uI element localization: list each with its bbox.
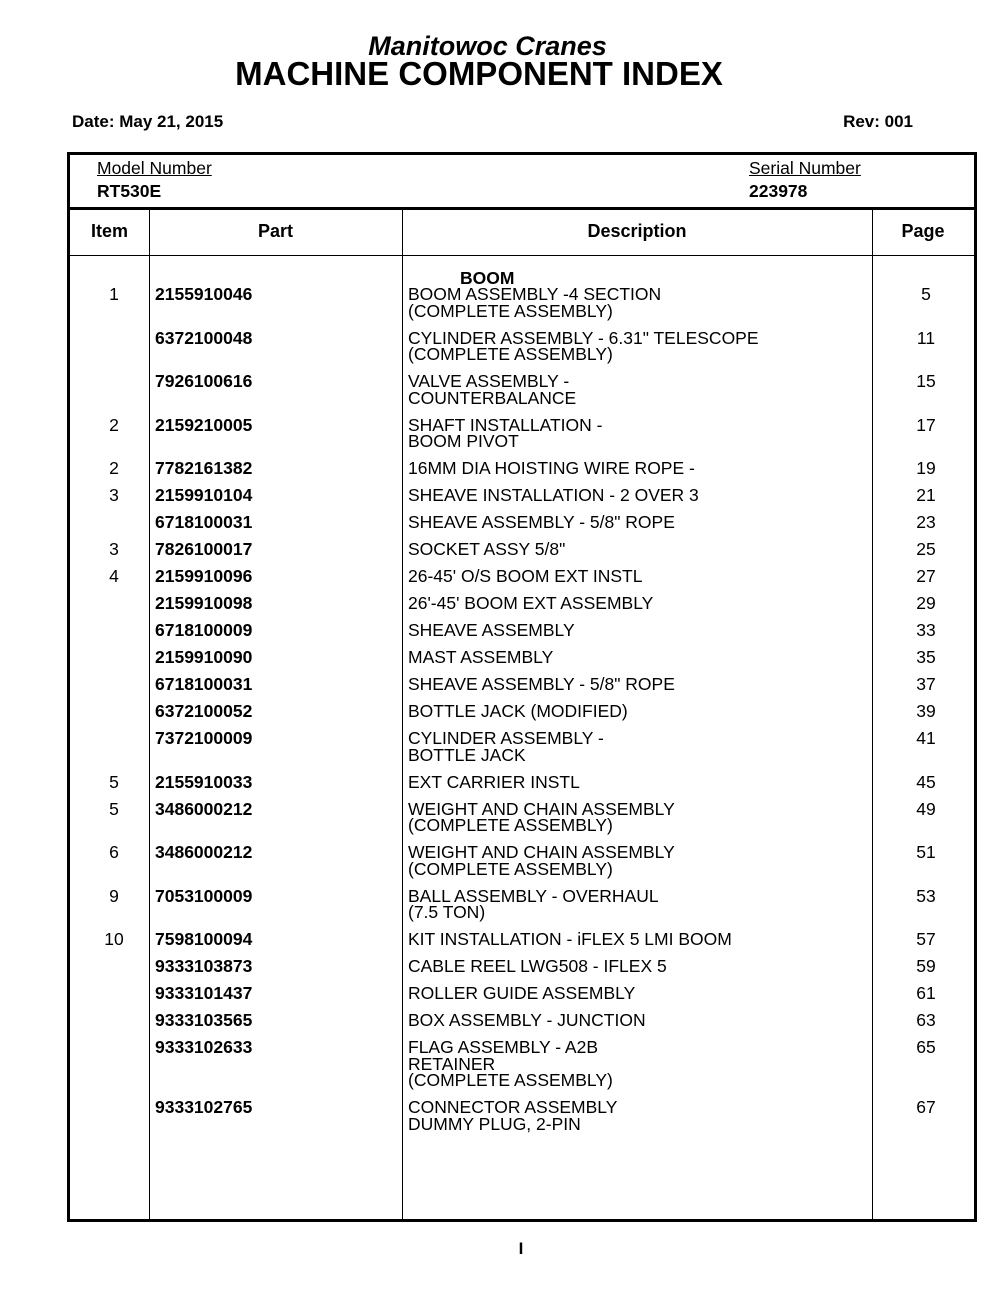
description-line: SHEAVE ASSEMBLY <box>408 620 575 640</box>
table-row <box>70 649 974 676</box>
description-line: SHEAVE ASSEMBLY - 5/8" ROPE <box>408 674 675 694</box>
item-number: 9 <box>109 885 119 906</box>
model-number-value: RT530E <box>97 181 162 201</box>
model-number-label: Model Number <box>97 158 212 178</box>
page-reference: 21 <box>916 485 936 505</box>
part-description <box>408 931 868 948</box>
description-line: CYLINDER ASSEMBLY - 6.31" TELESCOPE <box>408 327 759 348</box>
table-row <box>70 703 974 730</box>
description-line: (COMPLETE ASSEMBLY) <box>408 858 613 879</box>
serial-number-value: 223978 <box>749 181 808 201</box>
part-description <box>408 885 868 922</box>
serial-number-label: Serial Number <box>749 158 861 178</box>
page-reference: 49 <box>916 798 936 819</box>
part-description <box>408 373 868 406</box>
item-number: 6 <box>109 842 119 862</box>
description-line: (7.5 TON) <box>408 902 486 922</box>
part-number: 2159210005 <box>155 414 253 435</box>
description-line: KIT INSTALLATION - iFLEX 5 LMI BOOM <box>408 929 732 949</box>
company-name: Manitowoc Cranes <box>368 31 607 61</box>
table-row <box>70 286 974 330</box>
part-description <box>408 985 868 1002</box>
page-reference: 17 <box>916 414 936 435</box>
table-row <box>70 730 974 774</box>
description-line: SOCKET ASSY 5/8" <box>408 539 566 559</box>
description-line: 26'-45' BOOM EXT ASSEMBLY <box>408 593 654 613</box>
table-row <box>70 1039 974 1099</box>
table-row <box>70 414 974 461</box>
part-number: 6718100031 <box>155 512 253 532</box>
part-description <box>408 703 868 720</box>
table-row <box>70 771 974 801</box>
part-description <box>408 1099 868 1132</box>
part-number: 7782161382 <box>155 458 253 478</box>
section-title: BOOM <box>460 268 515 288</box>
page-reference: 27 <box>916 566 936 586</box>
part-number: 3486000212 <box>155 842 253 862</box>
part-description <box>408 798 868 835</box>
table-row <box>70 885 974 932</box>
item-number: 1 <box>109 284 119 304</box>
table-row <box>70 844 974 888</box>
part-number: 9333103565 <box>155 1010 253 1030</box>
page-reference: 61 <box>916 983 936 1003</box>
description-line: SHEAVE INSTALLATION - 2 OVER 3 <box>408 485 699 505</box>
description-line: BOOM PIVOT <box>408 431 519 451</box>
table-row <box>70 487 974 514</box>
description-line: BOTTLE JACK <box>408 744 526 765</box>
part-number: 7826100017 <box>155 539 253 559</box>
description-line: EXT CARRIER INSTL <box>408 771 580 792</box>
page-reference: 15 <box>916 371 936 391</box>
part-description <box>408 286 868 319</box>
page-reference: 37 <box>916 674 936 694</box>
table-row <box>70 798 974 845</box>
description-line: BOTTLE JACK (MODIFIED) <box>408 701 628 721</box>
table-row <box>70 568 974 595</box>
part-description <box>408 460 868 477</box>
part-number: 9333101437 <box>155 983 253 1003</box>
table-row <box>70 327 974 374</box>
part-number: 6372100052 <box>155 701 253 721</box>
page-reference: 5 <box>921 284 931 304</box>
item-number: 5 <box>109 798 119 819</box>
page-reference: 67 <box>916 1097 936 1117</box>
part-number: 9333102765 <box>155 1097 253 1117</box>
table-row <box>70 676 974 703</box>
page-reference: 65 <box>916 1037 936 1057</box>
part-number: 6718100009 <box>155 620 253 640</box>
item-number: 4 <box>109 566 119 586</box>
table-row <box>70 985 974 1012</box>
part-description <box>408 622 868 639</box>
description-line: COUNTERBALANCE <box>408 387 577 408</box>
description-line: FLAG ASSEMBLY - A2B <box>408 1037 598 1057</box>
table-row <box>70 541 974 568</box>
description-line: CYLINDER ASSEMBLY - <box>408 728 604 748</box>
part-description <box>408 514 868 531</box>
column-header-description: Description <box>587 221 687 241</box>
column-header-divider <box>70 255 974 256</box>
part-description <box>408 771 868 792</box>
part-number: 2159910098 <box>155 593 253 613</box>
table-row <box>70 1012 974 1039</box>
page-reference: 63 <box>916 1010 936 1030</box>
document-title: MACHINE COMPONENT INDEX <box>235 55 723 92</box>
page-reference: 41 <box>916 728 936 748</box>
item-number: 5 <box>109 771 119 792</box>
column-header-part: Part <box>257 221 293 241</box>
description-line: BOOM ASSEMBLY -4 SECTION <box>408 284 662 304</box>
part-number: 9333103873 <box>155 956 253 976</box>
part-description <box>408 327 868 364</box>
description-line: 26-45' O/S BOOM EXT INSTL <box>408 566 643 586</box>
description-line: 16MM DIA HOISTING WIRE ROPE - <box>408 458 695 478</box>
part-description <box>408 676 868 693</box>
part-number: 2159910090 <box>155 647 253 667</box>
part-description <box>408 541 868 558</box>
part-description <box>408 414 868 451</box>
page-reference: 39 <box>916 701 936 721</box>
table-row <box>70 514 974 541</box>
description-line: WEIGHT AND CHAIN ASSEMBLY <box>408 842 675 862</box>
header-divider <box>70 207 974 210</box>
part-number: 7372100009 <box>155 728 253 748</box>
page-reference: 35 <box>916 647 936 667</box>
description-line: SHEAVE ASSEMBLY - 5/8" ROPE <box>408 512 675 532</box>
item-number: 3 <box>109 485 119 505</box>
item-number: 3 <box>109 539 119 559</box>
page-reference: 25 <box>916 539 936 559</box>
part-number: 9333102633 <box>155 1037 253 1057</box>
part-number: 2155910033 <box>155 771 253 792</box>
part-number: 6718100031 <box>155 674 253 694</box>
page-reference: 29 <box>916 593 936 613</box>
table-row <box>70 622 974 649</box>
part-number: 2159910104 <box>155 485 253 505</box>
page-number: I <box>518 1239 524 1258</box>
description-line: CONNECTOR ASSEMBLY <box>408 1097 618 1117</box>
table-row <box>70 460 974 487</box>
description-line: (COMPLETE ASSEMBLY) <box>408 300 613 321</box>
column-header-item: Item <box>90 221 128 241</box>
description-line: (COMPLETE ASSEMBLY) <box>408 344 613 364</box>
table-row <box>70 958 974 985</box>
page-reference: 57 <box>916 929 936 949</box>
description-line: VALVE ASSEMBLY - <box>408 371 570 391</box>
page-reference: 51 <box>916 842 936 862</box>
part-number: 7053100009 <box>155 885 253 906</box>
table-body <box>70 286 974 1143</box>
description-line: CABLE REEL LWG508 - IFLEX 5 <box>408 956 667 976</box>
description-line: SHAFT INSTALLATION - <box>408 414 603 435</box>
description-line: DUMMY PLUG, 2-PIN <box>408 1113 581 1134</box>
item-number: 2 <box>109 458 119 478</box>
revision-number: Rev: 001 <box>843 112 913 131</box>
table-row <box>70 595 974 622</box>
description-line: RETAINER <box>408 1053 496 1074</box>
description-line: BALL ASSEMBLY - OVERHAUL <box>408 885 659 906</box>
table-row <box>70 931 974 958</box>
description-line: MAST ASSEMBLY <box>408 647 554 667</box>
item-number: 2 <box>109 414 119 435</box>
description-line: (COMPLETE ASSEMBLY) <box>408 815 613 835</box>
column-header-page: Page <box>901 221 945 241</box>
part-description <box>408 568 868 585</box>
description-line: ROLLER GUIDE ASSEMBLY <box>408 983 636 1003</box>
page-reference: 33 <box>916 620 936 640</box>
part-description <box>408 1039 868 1089</box>
part-description <box>408 595 868 612</box>
component-index-table <box>67 152 977 1222</box>
description-line: WEIGHT AND CHAIN ASSEMBLY <box>408 798 675 819</box>
part-number: 2159910096 <box>155 566 253 586</box>
part-description <box>408 844 868 877</box>
page-reference: 59 <box>916 956 936 976</box>
table-row <box>70 373 974 417</box>
part-number: 7598100094 <box>155 929 253 949</box>
description-line: BOX ASSEMBLY - JUNCTION <box>408 1010 646 1030</box>
page-reference: 45 <box>916 771 936 792</box>
part-number: 3486000212 <box>155 798 253 819</box>
table-row <box>70 1099 974 1143</box>
part-description <box>408 649 868 666</box>
description-line: (COMPLETE ASSEMBLY) <box>408 1070 613 1090</box>
document-date: Date: May 21, 2015 <box>72 112 224 131</box>
page-reference: 19 <box>916 458 936 478</box>
page-reference: 53 <box>916 885 936 906</box>
part-description <box>408 1012 868 1029</box>
item-number: 10 <box>104 929 124 949</box>
part-description <box>408 487 868 504</box>
part-description <box>408 958 868 975</box>
page-reference: 23 <box>916 512 936 532</box>
part-description <box>408 730 868 763</box>
part-number: 2155910046 <box>155 284 253 304</box>
part-number: 7926100616 <box>155 371 253 391</box>
part-number: 6372100048 <box>155 327 253 348</box>
page-reference: 11 <box>916 327 936 348</box>
